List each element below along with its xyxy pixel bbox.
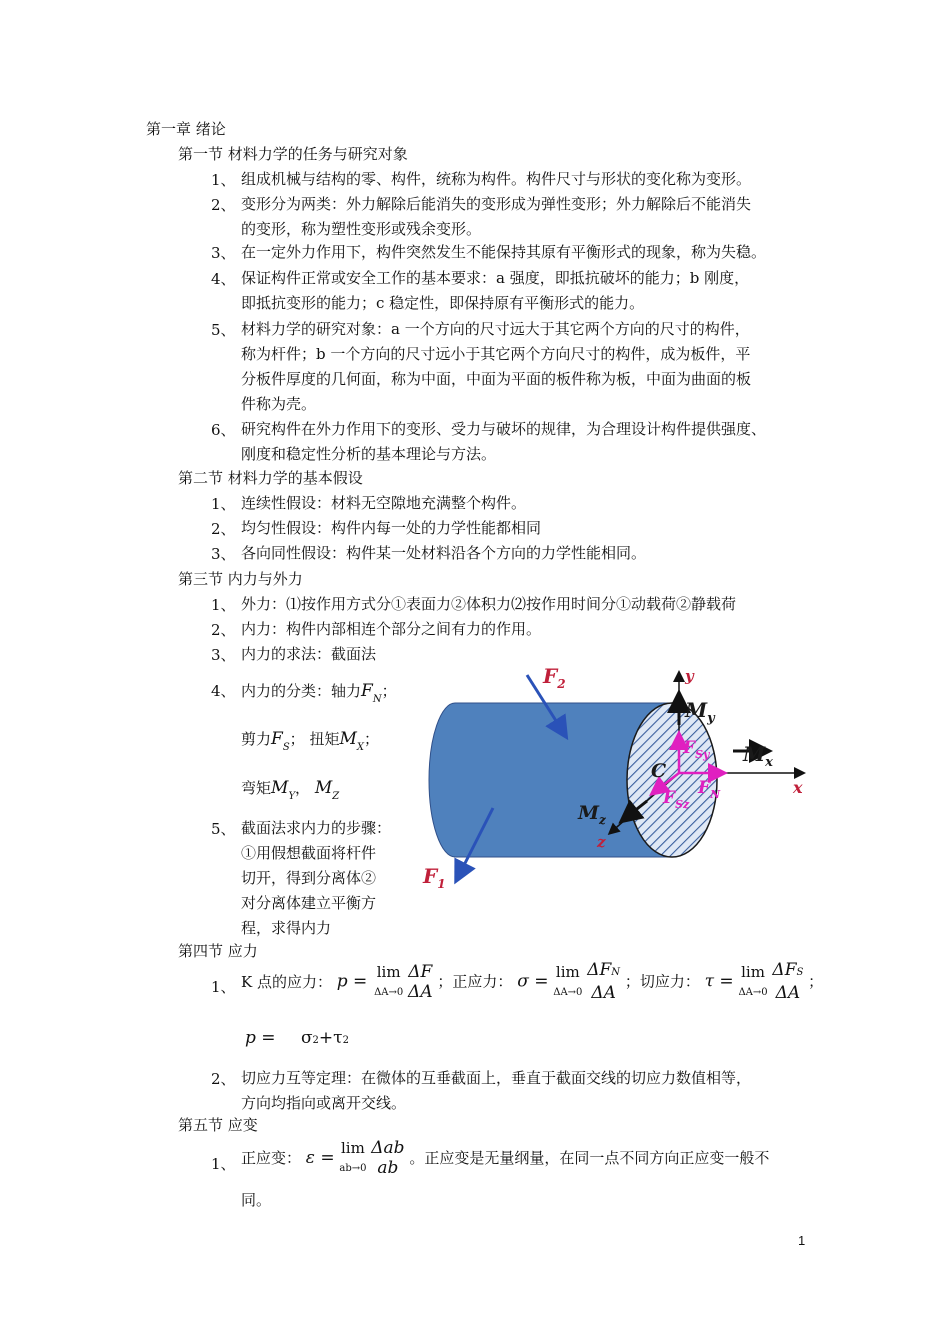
s2-item-2: 均匀性假设：构件内每一处的力学性能都相同 — [241, 519, 542, 537]
z-axis-label: z — [597, 833, 606, 851]
s1-item-1: 组成机械与结构的零、构件，统称为构件。构件尺寸与形状的变化称为变形。 — [241, 170, 752, 188]
s4-item-2-num: 2、 — [211, 1070, 236, 1088]
s3-item-1: 外力：⑴按作用方式分①表面力②体积力⑵按作用时间分①动载荷②静载荷 — [241, 595, 737, 613]
shear-stress-fraction: ΔFS ΔA — [772, 960, 804, 1003]
s3-item-2-num: 2、 — [211, 621, 236, 639]
force-f2-label: $F_2$ — [543, 664, 566, 691]
s1-item-1-num: 1、 — [211, 171, 236, 189]
s1-item-3: 在一定外力作用下，构件突然发生不能保持其原有平衡形式的现象，称为失稳。 — [241, 243, 767, 261]
section-5-title: 第五节 应变 — [178, 1116, 258, 1134]
force-fsz-label: $F_{Sz}$ — [663, 788, 690, 811]
x-axis-label: x — [793, 778, 803, 797]
s3-item-3-num: 3、 — [211, 646, 236, 664]
s3-item-4-line-3: 弯矩$M_Y$， $M_Z$ — [241, 778, 340, 802]
s1-item-4: 保证构件正常或安全工作的基本要求：a 强度，即抵抗破坏的能力；b 刚度， 即抵抗变形的能力；c 稳定性，即保持原有平衡形式的能力。 — [241, 269, 750, 312]
s3-item-1-num: 1、 — [211, 596, 236, 614]
lim-operator-1: lim ΔA→0 — [374, 962, 404, 998]
strain-formula: 正应变： ε = lim ab→0 Δab ab 。正应变是无量纲量，在同一点不同方向正应变一般不 — [241, 1138, 770, 1178]
s4-item-2: 切应力互等定理：在微体的互垂截面上，垂直于截面交线的切应力数值相等， 方向均指向或离开交线。 — [241, 1069, 752, 1112]
page-number: 1 — [798, 1233, 806, 1248]
torque-symbol: M — [339, 729, 357, 749]
section-3-title: 第三节 内力与外力 — [178, 570, 303, 588]
stress-fraction: ΔF ΔA — [408, 961, 433, 1002]
s2-item-3: 各向同性假设：构件某一处材料沿各个方向的力学性能相同。 — [241, 544, 647, 562]
s4-item-1-num: 1、 — [211, 978, 236, 996]
bending-moment-z-symbol: M — [314, 778, 333, 798]
internal-force-diagram — [415, 655, 815, 890]
section-2-title: 第二节 材料力学的基本假设 — [178, 469, 363, 487]
s1-item-4-num: 4、 — [211, 270, 236, 288]
s3-item-5-num: 5、 — [211, 820, 236, 838]
s1-item-2-num: 2、 — [211, 196, 236, 214]
moment-mx-label: $M_x$ — [743, 742, 773, 770]
y-axis-label: y — [685, 667, 694, 685]
s1-item-5: 材料力学的研究对象：a 一个方向的尺寸远大于其它两个方向的尺寸的构件， 称为杆件；b 一个方向的尺寸远小于其它两个方向尺寸的构件，成为板件，平 分板件厚度的几何面，称为中面，中面为平面的板件称为板，中面为曲面的板 件称为壳。 — [241, 320, 752, 413]
s2-item-2-num: 2、 — [211, 520, 236, 538]
s1-item-6-num: 6、 — [211, 421, 236, 439]
bending-moment-y-symbol: M — [271, 778, 289, 798]
strain-fraction: Δab ab — [371, 1138, 405, 1178]
chapter-title: 第一章 绪论 — [146, 120, 226, 138]
normal-stress-fraction: ΔFN ΔA — [587, 960, 621, 1003]
moment-my-label: $M_y$ — [685, 698, 715, 726]
lim-operator-2: lim ΔA→0 — [553, 962, 583, 998]
centroid-label: C — [651, 760, 667, 782]
s1-item-2: 变形分为两类：外力解除后能消失的变形成为弹性变形；外力解除后不能消失 的变形，称为塑性变形或残余变形。 — [241, 195, 752, 238]
s3-item-4-line-1: 内力的分类：轴力$F_N$； — [241, 681, 397, 705]
lim-operator-strain: lim ab→0 — [339, 1139, 367, 1174]
axial-force-symbol: F — [361, 681, 373, 701]
lim-operator-3: lim ΔA→0 — [738, 962, 768, 998]
s1-item-5-num: 5、 — [211, 321, 236, 339]
s1-item-3-num: 3、 — [211, 244, 236, 262]
stress-formulas: K 点的应力： p = lim ΔA→0 ΔF ΔA ；正应力： σ = lim ΔA→0 ΔFN ΔA ；切应力： τ = lim ΔA→0 ΔFS ΔA ； — [241, 960, 824, 1003]
force-fsy-label: $F_{Sy}$ — [683, 738, 710, 761]
force-f1-label: $F_1$ — [423, 864, 446, 890]
total-stress-formula: p = σ2+τ2 — [245, 1028, 349, 1048]
shear-force-symbol: F — [271, 729, 283, 749]
force-fn-label: $F_N$ — [698, 778, 721, 801]
s3-item-2: 内力：构件内部相连个部分之间有力的作用。 — [241, 620, 542, 638]
s2-item-1-num: 1、 — [211, 495, 236, 513]
s3-item-4-line-2: 剪力$F_S$； 扭矩$M_X$； — [241, 729, 380, 753]
strain-line-2: 同。 — [241, 1191, 272, 1209]
section-1-title: 第一节 材料力学的任务与研究对象 — [178, 145, 408, 163]
s5-item-1-num: 1、 — [211, 1155, 236, 1173]
moment-mz-label: $M_z$ — [578, 802, 606, 827]
s3-item-5: 截面法求内力的步骤： ①用假想截面将杆件 切开，得到分离体② 对分离体建立平衡方 程，求得内力 — [241, 819, 392, 937]
section-4-title: 第四节 应力 — [178, 942, 258, 960]
s3-item-4-num: 4、 — [211, 682, 236, 700]
s3-item-3: 内力的求法：截面法 — [241, 645, 377, 663]
s2-item-1: 连续性假设：材料无空隙地充满整个构件。 — [241, 494, 527, 512]
s1-item-6: 研究构件在外力作用下的变形、受力与破坏的规律，为合理设计构件提供强度、 刚度和稳定性分析的基本理论与方法。 — [241, 420, 767, 463]
s2-item-3-num: 3、 — [211, 545, 236, 563]
